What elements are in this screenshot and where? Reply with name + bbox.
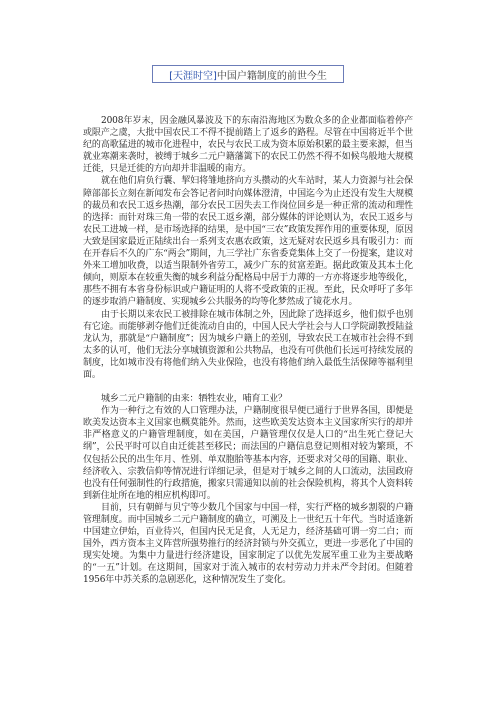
paragraph: 作为一种行之有效的人口管理办法，户籍制度很早便已通行于世界各国，即便是欧美发达资本主义国家也概莫能外。然而，这些欧美发达资本主义国家所实行的却并非严格意义的户籍管理制度，如在美国，户籍管理仅仅是人口的“出生死亡登记大纲”，公民平时可以自由迁徙甚至移民；而法国的户籍信息登记则相对较为繁琐，不仅包括公民的出生年月、性别、单双胞胎等基本内容，还要求对父母的国籍、职业、经济收入、宗教信仰等情况进行详细记录，但是对于城乡之间的人口流动，法国政府也没有任何强制性的行政措施，搬家只需通知以前的社会保险机构，将其个人资料转到新住址所在地的相应机构即可。 [83, 406, 413, 501]
title-tag-link[interactable]: [天涯时空] [169, 70, 217, 82]
article-title-box [152, 65, 344, 83]
article-title: 中国户籍制度的前世今生 [216, 70, 327, 82]
section-heading: 城乡二元户籍制的由来：牺牲农业，哺育工业？ [101, 394, 287, 405]
paragraph: 2008年岁末，因金融风暴波及下的东南沿海地区为数众多的企业都面临着停产或限产之虞，大批中国农民工不得不提前踏上了返乡的路程。尽管在中国将近半个世纪的高歌猛进的城市化进程中，农民与农民工成为资本原始积累的最主要来源，但当就业寒潮来袭时，被缚于城乡二元户籍藩篱下的农民工仍然不得不如候鸟般地大规模迁徙，只是迁徙的方向却并非温暖的南方。 [83, 116, 413, 175]
paragraph-gap [83, 381, 413, 393]
paragraph: 目前，只有朝鲜与贝宁等少数几个国家与中国一样，实行严格的城乡割裂的户籍管理制度。而中国城乡二元户籍制度的确立，可溯及上一世纪五十年代。当时适逢新中国建立伊始，百业待兴，但国内民无足食，人无足力，经济基础可谓一穷二白；而国外，西方资本主义阵营所强势推行的经济封锁与外交孤立，更进一步恶化了中国的现实处境。为集中力量进行经济建设，国家制定了以优先发展军重工业为主要战略的“一五”计划。在这期间，国家对于流入城市的农村劳动力并未严令封闭。但随着1956年中苏关系的急剧恶化，这种情况发生了变化。 [83, 502, 413, 586]
paragraph: 就在他们肩负行囊、挈妇将雏地挤向方头攒动的火车站时，某人力资源与社会保障部部长立刻在新闻发布会答记者问时向媒体澄清，中国迄今为止还没有发生大规模的裁员和农民工返乡热潮，部分农民工因失去工作岗位回乡是一种正常的流动和理性的选择：而针对珠三角一带的农民工返乡潮，部分媒体的评论则认为，农民工返乡与农民工进城一样，是市场选择的结果，是中国“三农”政策发挥作用的重要体现，原因大致是国家最近正陆续出台一系列支农惠农政策，这无疑对农民返乡具有吸引力：而在开春后不久的广东“两会”期间，九三学社广东省委竟集体上交了一份提案，建议对外来工增加收费，以适当限制外省劳工，减少广东的贫富差距。据此政策及其本土化倾向，则原本在较重失衡的城乡利益分配格局中居于力薄的一方亦将逐步地等级化，那些不拥有本省身份标识或户籍证明的人将不受政策的正视。至此，民众呼吁了多年的逐步取消户籍制度、实现城乡公共服务的均等化梦然成了镜花水月。 [83, 176, 413, 308]
paragraph: 由于长期以来农民工被排除在城市体制之外，因此除了选择返乡，他们似乎也别有它途。而能够剥夺他们迁徙流动自由的，中国人民大学社会与人口学院副教授陆益龙认为，那就是“户籍制度”；因为城乡户籍上的差别，导致农民工在城市社会得不到太多的认可，他们无法分享城镇资源和公共物品，也没有可供他们长远可持续发展的制度，比如城市没有将他们纳入失业保险，也没有将他们纳入最低生活保障等福利里面。 [83, 309, 413, 380]
article-body [83, 115, 413, 587]
